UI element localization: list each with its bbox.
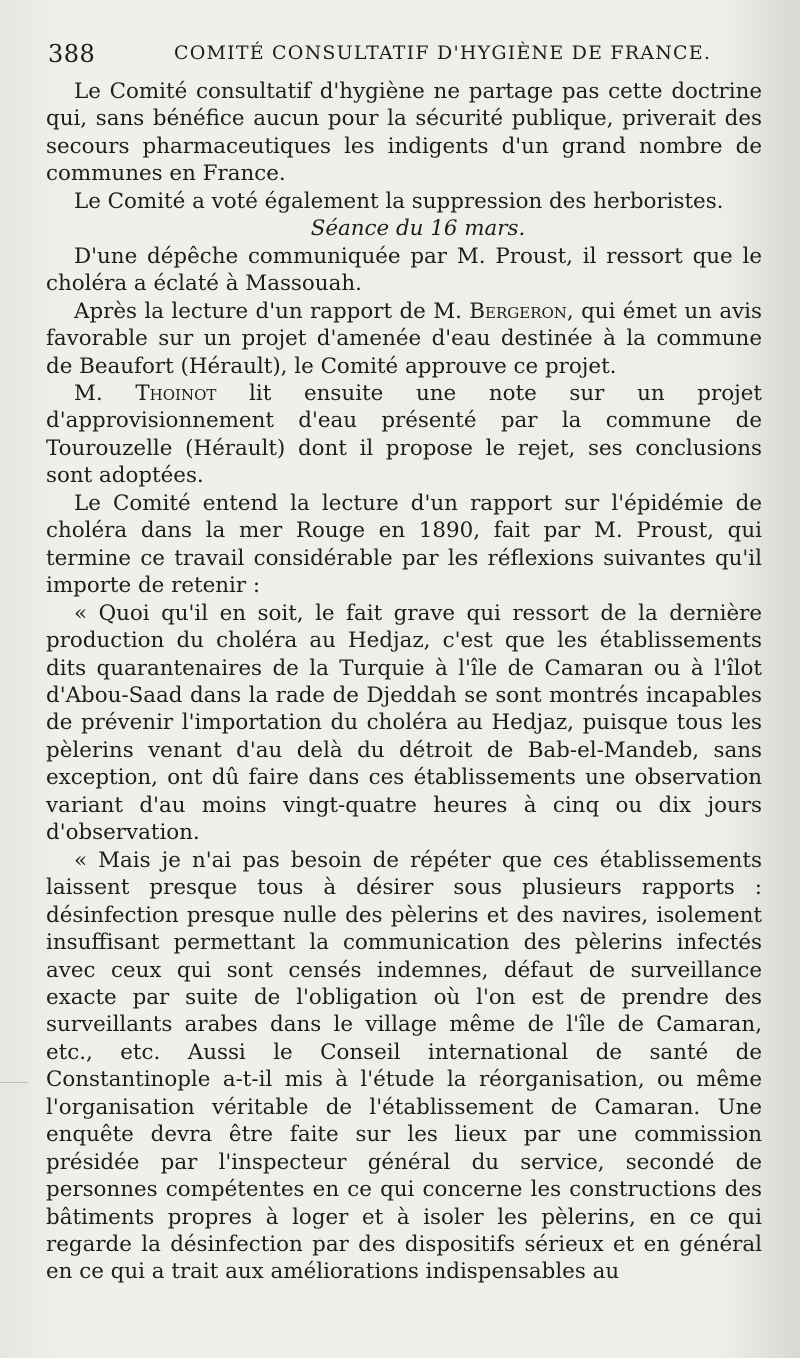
page-number: 388 [48, 40, 96, 68]
name-thoinot: Thoinot [135, 380, 217, 406]
main-text [46, 78, 762, 1286]
paragraph-thoinot-start: M. [74, 380, 136, 406]
paragraph-thoinot-end: lit ensuite une note sur un projet d'approvisionnement d'eau présenté par la commune de Tourouzelle (Hérault) dont il propose le rejet, ses conclusions sont adoptées. [46, 380, 762, 489]
paragraph-bergeron-end: , qui émet un avis favorable sur un projet d'amenée d'eau destinée à la commune de Beaufort (Hérault), le Comité approuve ce projet. [46, 298, 762, 379]
paragraph-thoinot [46, 380, 762, 490]
paragraph-doctrine: Le Comité consultatif d'hygiène ne partage pas cette doctrine qui, sans bénéfice aucun pour la sécurité publique, priverait des secours pharmaceutiques les indigents d'un grand nombre de communes en France. [46, 79, 762, 187]
session-heading-suffix: mars. [457, 216, 526, 242]
session-heading-prefix: Séance du [310, 216, 431, 242]
paragraph-massouah: D'une dépêche communiquée par M. Proust, il ressort que le choléra a éclaté à Massouah. [46, 243, 762, 297]
running-head: COMITÉ CONSULTATIF D'HYGIÈNE DE FRANCE. [174, 42, 712, 64]
paragraph-bergeron [46, 298, 762, 380]
scan-artifact-line [0, 1082, 28, 1083]
name-bergeron: Bergeron [469, 298, 567, 324]
quote-paragraph-hedjaz: « Quoi qu'il en soit, le fait grave qui ressort de la dernière production du choléra au Hedjaz, c'est que les établissements dits quarantenaires de la Turquie à l'île de Camaran ou à l'îlot d'Abou-Saad dans la rade de Djeddah se sont montrés incapables de prévenir l'importation du choléra au Hedjaz, puisque tous les pèlerins venant d'au delà du détroit de Bab-el-Mandeb, sans exception, ont dû faire dans ces établissements une observation variant d'au moins vingt-quatre heures à cinq ou dix jours d'observation. [46, 600, 762, 846]
session-heading [46, 215, 762, 242]
page-header [48, 34, 768, 74]
paragraph-herboristes: Le Comité a voté également la suppression des herboristes. [74, 188, 724, 214]
paragraph-bergeron-start: Après la lecture d'un rapport de M. [74, 298, 470, 324]
quote-paragraph-camaran: « Mais je n'ai pas besoin de répéter que ces établissements laissent presque tous à désirer sous plusieurs rapports : désinfection presque nulle des pèlerins et des navires, isolement insuffisant permettant la communication des pèlerins infectés avec ceux qui sont censés indemnes, défaut de surveillance exacte par suite de l'obligation où l'on est de prendre des surveillants arabes dans le village même de l'île de Camaran, etc., etc. Aussi le Conseil international de santé de Constantinople a-t-il mis à l'étude la réorganisation, ou même l'organisation véritable de l'établissement de Camaran. Une enquête devra être faite sur les lieux par une commission présidée par l'inspecteur général du service, secondé de personnes compétentes en ce qui concerne les constructions des bâtiments propres à loger et à isoler les pèlerins, en ce qui regarde la désinfection par des dispositifs sérieux et en général en ce qui a trait aux améliorations indispensables au [46, 847, 762, 1285]
paragraph-cholera-report: Le Comité entend la lecture d'un rapport sur l'épidémie de choléra dans la mer Rouge en 1890, fait par M. Proust, qui termine ce travail considérable par les réflexions suivantes qu'il importe de retenir : [46, 490, 762, 599]
session-heading-number: 16 [430, 216, 458, 242]
